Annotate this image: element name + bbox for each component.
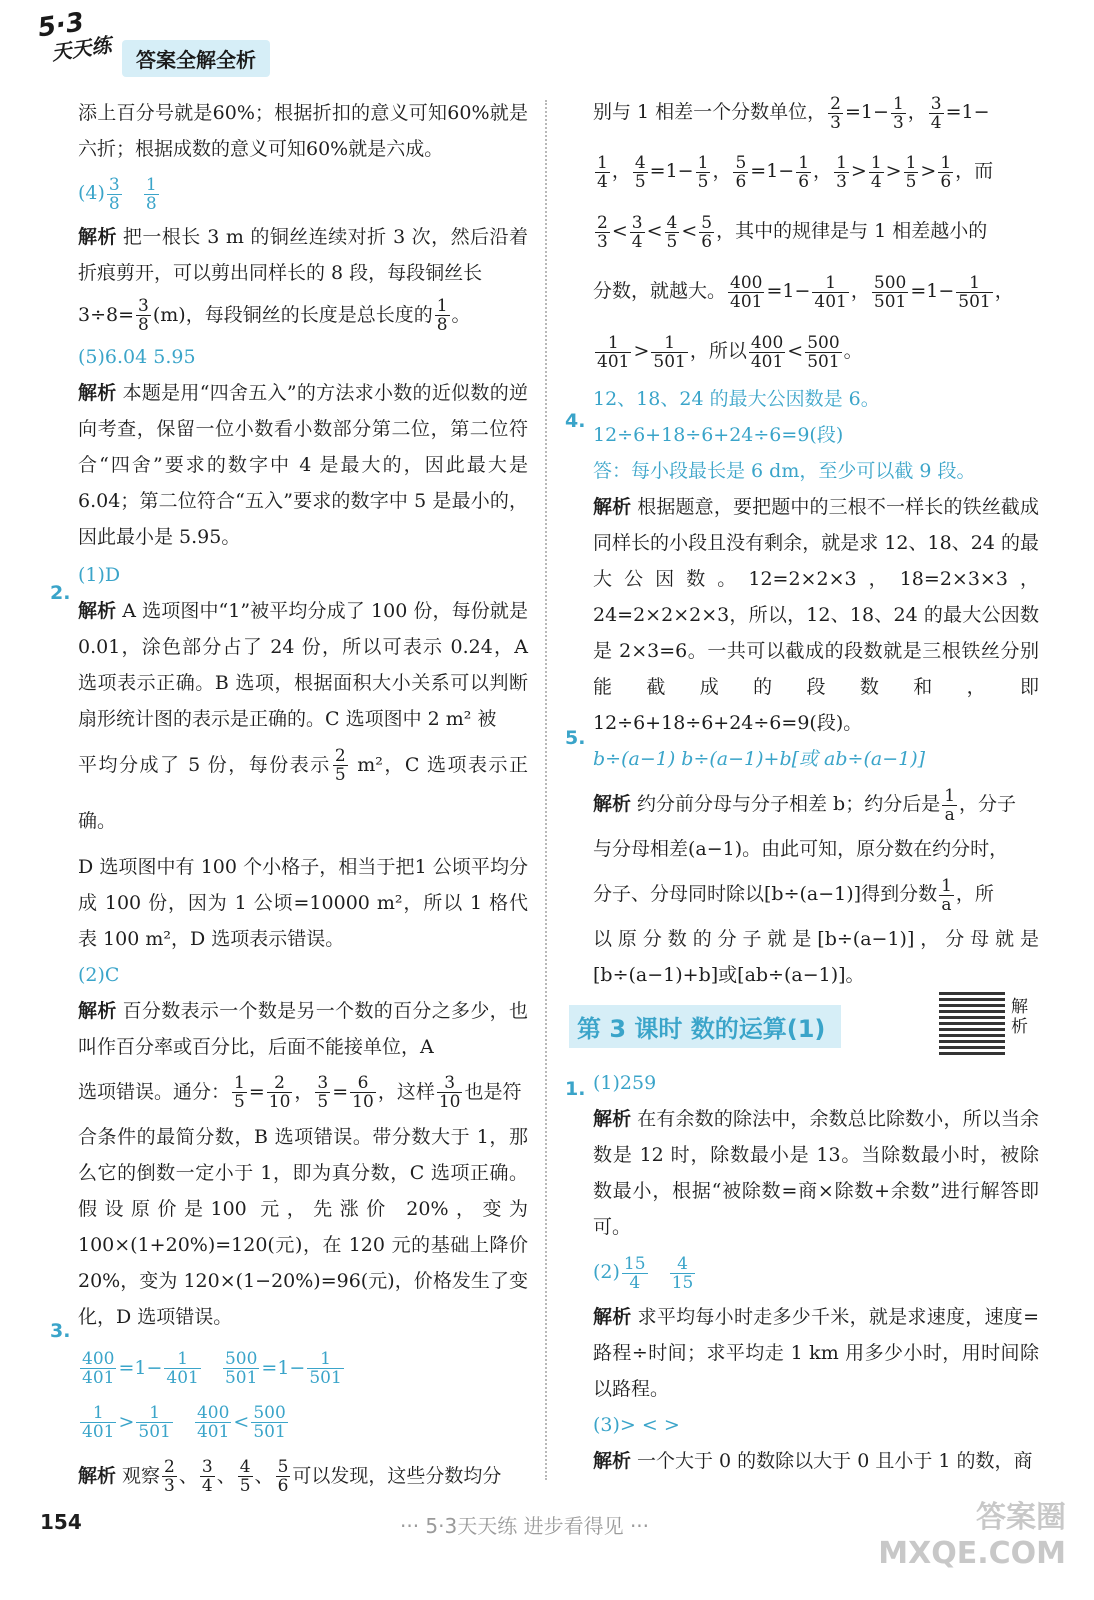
explanation-2-2-cont: 合条件的最简分数，B 选项错误。带分数大于 1，那么它的倒数一定小于 1，即为真分数，C 选项正确。假设原价是100 元，先涨价 20%，变为 100×(1+20%)=120(元)，在 120 元的基础上降价 20%，变为 120×(1−20%)=96(元)，价格发生了变化，D 选项错误。 [78,1125,528,1328]
column-divider [545,100,547,1480]
left-column [78,95,528,1503]
qr-code-icon[interactable] [939,989,1005,1055]
answer-5: (5)6.04 5.95 [78,345,196,368]
answer-4b: 12÷6+18÷6+24÷6=9(段) [593,424,844,446]
explanation-5-c: 分子、分母同时除以[b÷(a−1)]得到分数 $\frac{1}{a}$ ，所 [593,875,994,915]
answer-b1: (1)259 [593,1072,657,1094]
explanation-3-line3: $\frac{2}{3}$ < $\frac{3}{4}$ < $\frac{4}{5}$ < $\frac{5}{6}$ ，其中的规律是与 1 相差越小的 [597,212,988,252]
explanation-2-1-cont: D 选项图中有 100 个小格子，相当于把1 公顷平均分成 100 份，因为 1 公顷=10000 m²，所以 1 格代表 100 m²，D 选项表示错误。 [78,855,528,950]
explanation-5-d: 以原分数的分子就是[b÷(a−1)]，分母就是[b÷(a−1)+b]或[ab÷(a−1)]。 [593,928,1039,986]
explanation-4-right: 解析 根据题意，要把题中的三根不一样长的铁丝截成同样长的小段且没有剩余，就是求 12、18、24 的最大公因数。12=2×2×3，18=2×3×3，24=2×2×2×3，所以，12、18、24 的最大公因数是 2×3=6。一共可以截成的段数就是三根铁丝分别能截成的段数和，即 12÷6+18÷6+24÷6=9(段)。 [593,496,1039,734]
page-header [36,7,340,72]
explanation-3-line5: $\frac{1}{401}$ > $\frac{1}{501}$ ，所以 $\frac{400}{401}$ < $\frac{500}{501}$ 。 [597,332,863,372]
question-number-2: 2. [50,582,71,604]
answer-2-2: (2)C [78,963,120,986]
right-column [577,93,1039,1479]
paragraph: 添上百分号就是60%；根据折扣的意义可知60%就是六折；根据成数的意义可知60%就是六成。 [78,102,528,160]
answer-b2: (2) $\frac{15}{4}$ $\frac{4}{15}$ [593,1253,694,1293]
answer-5-right: b÷(a−1) b÷(a−1)+b[或 ab÷(a−1)] [593,748,926,770]
explanation-b3: 解析 一个大于 0 的数除以大于 0 且小于 1 的数，商 [593,1450,1033,1472]
answer-3-line1: $\frac{400}{401}$ =1− $\frac{1}{401}$ $\frac{500}{501}$ =1− $\frac{1}{501}$ [82,1349,342,1388]
lesson-header [569,997,1039,1059]
explanation-2-1-formula: 平均分成了 5 份，每份表示 $\frac{2}{5}$ m²，C 选项表示正确。 [78,746,528,832]
brand-logo: 5·3 天天练 [36,7,113,65]
question-number-1: 1. [565,1078,586,1100]
explanation-4: 解析 把一根长 3 m 的铜丝连续对折 3 次，然后沿着折痕剪开，可以剪出同样长的 8 段，每段铜丝长 [78,225,528,284]
explanation-2-2: 解析 百分数表示一个数是另一个数的百分之多少，也叫作百分率或百分比，后面不能接单位，A [78,999,528,1058]
explanation-b2: 解析 求平均每小时走多少千米，就是求速度，速度=路程÷时间；求平均走 1 km 用多少小时，用时间除以路程。 [593,1306,1039,1400]
explanation-3: 解析 观察 $\frac{2}{3}$ 、 $\frac{3}{4}$ 、 $\frac{4}{5}$ 、 $\frac{5}{6}$ 可以发现，这些分数均分 [78,1457,502,1496]
question-number-5: 5. [565,727,586,749]
question-number-4: 4. [565,410,586,432]
explanation-5: 解析 本题是用“四舍五入”的方法求小数的近似数的逆向考查，保留一位小数看小数部分第二位，第二位符合“四舍”要求的数字中 4 是最大的，因此最大是 6.04；第二位符合“五入”要求的数字中 5 是最小的，因此最小是 5.95。 [78,381,528,548]
header-title: 答案全解全析 [122,40,270,77]
answer-2-1: (1)D [78,563,121,586]
explanation-4-formula: 3÷8= $\frac{3}{8}$ (m)，每段铜丝的长度是总长度的 $\frac{1}{8}$ 。 [78,296,471,335]
watermark: 答案圈 MXQE.COM [878,1500,1066,1571]
explanation-b1: 解析 在有余数的除法中，余数总比除数小，所以当余数是 12 时，除数最小是 13。当除数最小时，被除数最小，根据“被除数=商×除数+余数”进行解答即可。 [593,1108,1039,1238]
answer-b3: (3)> < > [593,1414,680,1436]
explanation-3-line2: $\frac{1}{4}$ ， $\frac{4}{5}$ =1− $\frac{1}{5}$ ， $\frac{5}{6}$ =1− $\frac{1}{6}$ ， $\frac{1}{3}$ > $\frac{1}{4}$ > $\frac{1}{5}$ > $\frac{1}{6}$ ，而 [597,152,994,192]
qr-label: 解析 [1011,997,1028,1037]
page-number: 154 [40,1510,82,1534]
lesson-title: 第 3 课时 数的运算(1) [569,1005,841,1048]
explanation-2-1: 解析 A 选项图中“1”被平均分成了 100 份，每份就是 0.01，涂色部分占了 24 份，所以可表示 0.24，A 选项表示正确。B 选项，根据面积大小关系可以判断扇形统计图的表示是正确的。C 选项图中 2 m² 被 [78,599,528,730]
footer-slogan: ··· 5·3天天练 进步看得见 ··· [400,1514,650,1538]
explanation-3-cont: 别与 1 相差一个分数单位， $\frac{2}{3}$ =1− $\frac{1}{3}$ ， $\frac{3}{4}$ =1− [593,93,990,133]
answer-4: (4) $\frac{3}{8}$ $\frac{1}{8}$ [78,174,157,214]
explanation-2-2-formula: 选项错误。通分： $\frac{1}{5}$ = $\frac{2}{10}$ ， $\frac{3}{5}$ = $\frac{6}{10}$ ，这样 $\frac{3}{10}$ 也是符 [78,1073,522,1112]
explanation-5-a: 解析 约分前分母与分子相差 b；约分后是 $\frac{1}{a}$ ，分子 [593,785,1017,825]
answer-4c: 答：每小段最长是 6 dm，至少可以截 9 段。 [593,460,976,482]
answer-4a: 12、18、24 的最大公因数是 6。 [593,388,880,410]
question-number-3: 3. [50,1320,71,1342]
explanation-5-b: 与分母相差(a−1)。由此可知，原分数在约分时， [593,838,1009,860]
answer-3-line2: $\frac{1}{401}$ > $\frac{1}{501}$ $\frac{400}{401}$ < $\frac{500}{501}$ [82,1403,286,1442]
explanation-3-line4: 分数，就越大。 $\frac{400}{401}$ =1− $\frac{1}{401}$ ， $\frac{500}{501}$ =1− $\frac{1}{501}$ ， [593,272,1014,312]
